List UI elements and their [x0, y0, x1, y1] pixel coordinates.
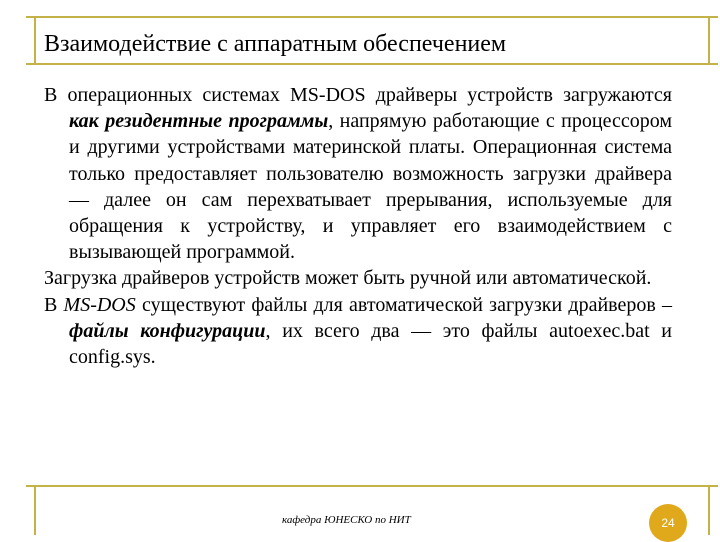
p3-config-files: файлы конфигурации — [69, 319, 266, 342]
slide-title: Взаимодействие с аппаратным обеспечением — [44, 31, 507, 57]
bottom-frame — [34, 485, 710, 535]
slide-body — [44, 82, 672, 370]
p3-text-3: , их всего два — это файлы autoexec.bat и config.sys. — [69, 319, 672, 369]
p3-text-2: существуют файлы для автоматической загрузки драйверов – — [135, 293, 673, 316]
p1-text-1: В операционных системах MS-DOS драйверы устройств загружаются — [44, 84, 672, 106]
p1-text-2: , напрямую работающие с процессором и другими устройствами материнской платы. Операционная система только предоставляет пользователю возможность загрузки драйвера — далее он сам перехватывает прерывания, используемые для обращения к устройству, и управляет его взаимодействием с вызывающей программой. — [69, 110, 672, 264]
p3-msdos: MS-DOS — [63, 293, 136, 316]
paragraph-config-files — [44, 292, 672, 371]
p1-resident-programs: как резидентные программы — [69, 110, 329, 133]
paragraph-msdos-drivers — [44, 82, 672, 265]
footer-text: кафедра ЮНЕСКО по НИТ — [282, 514, 411, 526]
paragraph-driver-loading: Загрузка драйверов устройств может быть ручной или автоматической. — [44, 267, 652, 290]
p3-text-1: В — [44, 293, 64, 316]
page-number-badge: 24 — [649, 504, 687, 542]
